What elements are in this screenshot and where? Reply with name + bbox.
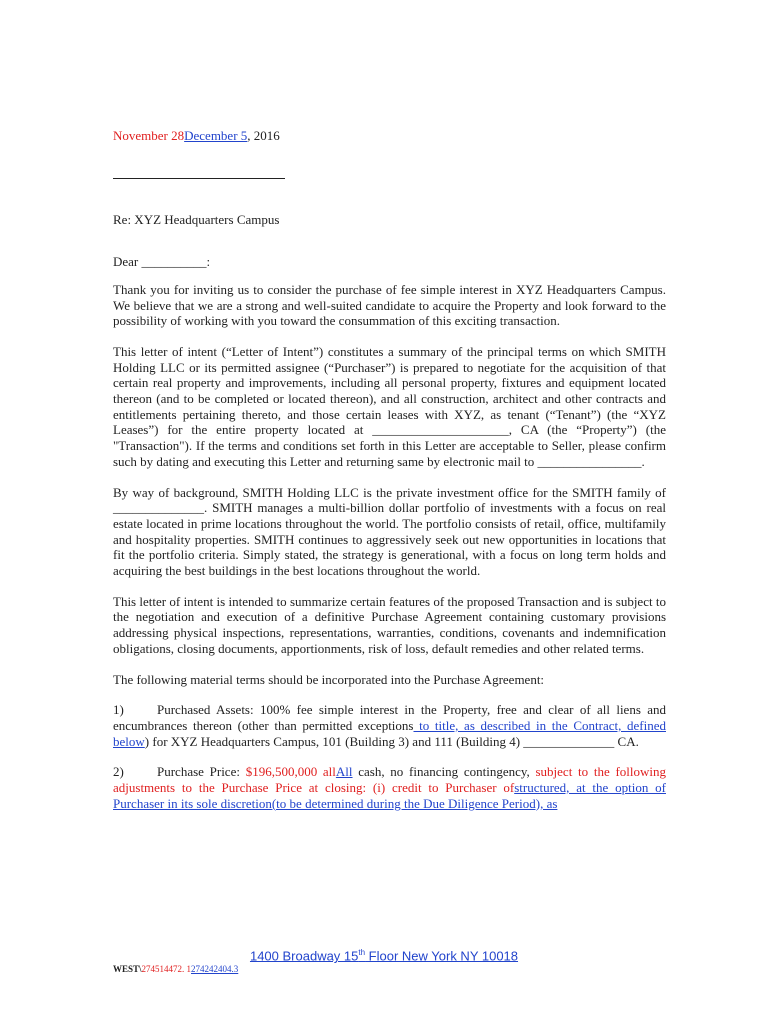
doc-id-deleted: 274514472. 1 <box>141 964 192 974</box>
paragraph-background: By way of background, SMITH Holding LLC is the private investment office for the SMITH family of ______________. SMITH manages a multi-billion dollar portfolio of investments with a focus on real estate located in prime locations throughout the world. The portfolio consists of retail, office, multifamily and hospitality properties. SMITH continues to aggressively seek out new opportunities in locations that fit the portfolio criteria. Simply stated, the strategy is generational, with a focus on long term holds and acquiring the best buildings in the best locations throughout the world. <box>113 484 666 579</box>
inserted-clause: structured, at the option of Purchaser in its sole discretion(to be determined during the Due Diligence Period), as <box>113 780 666 811</box>
date-year: , 2016 <box>247 128 280 143</box>
term-text-continued: ) for XYZ Headquarters Campus, 101 (Building 3) and 111 (Building 4) ______________ CA. <box>144 733 639 749</box>
deleted-date: November 28 <box>113 128 185 143</box>
paragraph-intro: Thank you for inviting us to consider the purchase of fee simple interest in XYZ Headquarters Campus. We believe that we are a strong and well-suited candidate to acquire the Property and look forward to the possibility of working with you toward the consummation of this exciting transaction. <box>113 281 666 329</box>
paragraph-letter-of-intent: This letter of intent (“Letter of Intent”) constitutes a summary of the principal terms on which SMITH Holding LLC or its permitted assignee (“Purchaser”) is prepared to negotiate for the acquisition of that certain real property and improvements, including all personal property, fixtures and equipment located thereon (and to be completed or located thereon), and all construction, architect and other contracts and entitlements pertaining thereto, and those certain leases with XYZ, as tenant (“Tenant”) (the “XYZ Leases”) for the entire property located at _____________________, CA (the “Property”) (the "Transaction"). If the terms and conditions set forth in this Letter are acceptable to Seller, please confirm such by dating and executing this Letter and returning same by electronic mail to ________________. <box>113 343 666 469</box>
term-number: 1) <box>113 702 124 718</box>
address-street: 1400 Broadway 15 <box>249 948 359 964</box>
doc-id-inserted: 274242404.3 <box>191 964 239 974</box>
term-text: cash, no financing contingency, <box>352 764 536 780</box>
letter-date <box>113 128 666 144</box>
address-superscript: th <box>358 948 366 957</box>
deleted-price: $196,500,000 all <box>245 764 336 780</box>
footer-address <box>0 948 768 963</box>
letter-body <box>113 128 666 812</box>
inserted-text: to title, as described in the Contract, defined below <box>113 717 666 749</box>
paragraph-summary: This letter of intent is intended to summarize certain features of the proposed Transaction and is subject to the negotiation and execution of a definitive Purchase Agreement containing customary provisions addressing physical inspections, representations, warranties, conditions, covenants and indemnification obligations, closing documents, apportionments, risk of loss, default remedies and other related terms. <box>113 593 666 656</box>
term-number: 2) <box>113 764 124 780</box>
doc-tag: WEST\ <box>113 964 142 974</box>
re-line: Re: XYZ Headquarters Campus <box>113 212 280 228</box>
inserted-all: All <box>335 764 353 780</box>
term-text: Purchased Assets: 100% fee simple interest in the Property, free and clear of all liens and encumbrances thereon (other than permitted exceptions <box>113 702 666 733</box>
deleted-clause: subject to the following adjustments to the Purchase Price at closing: (i) credit to Purchaser of <box>113 764 666 796</box>
salutation: Dear __________: <box>113 254 211 270</box>
term-label: Purchase Price: <box>157 764 246 780</box>
footer-document-id <box>113 964 238 974</box>
term-item-purchase-price <box>113 764 666 811</box>
recipient-blank <box>113 166 285 179</box>
paragraph-material-terms: The following material terms should be incorporated into the Purchase Agreement: <box>113 671 545 687</box>
term-item-purchased-assets <box>113 702 666 749</box>
inserted-date: December 5 <box>184 128 248 143</box>
recipient-line <box>113 166 666 183</box>
address-city: Floor New York NY 10018 <box>365 948 519 964</box>
